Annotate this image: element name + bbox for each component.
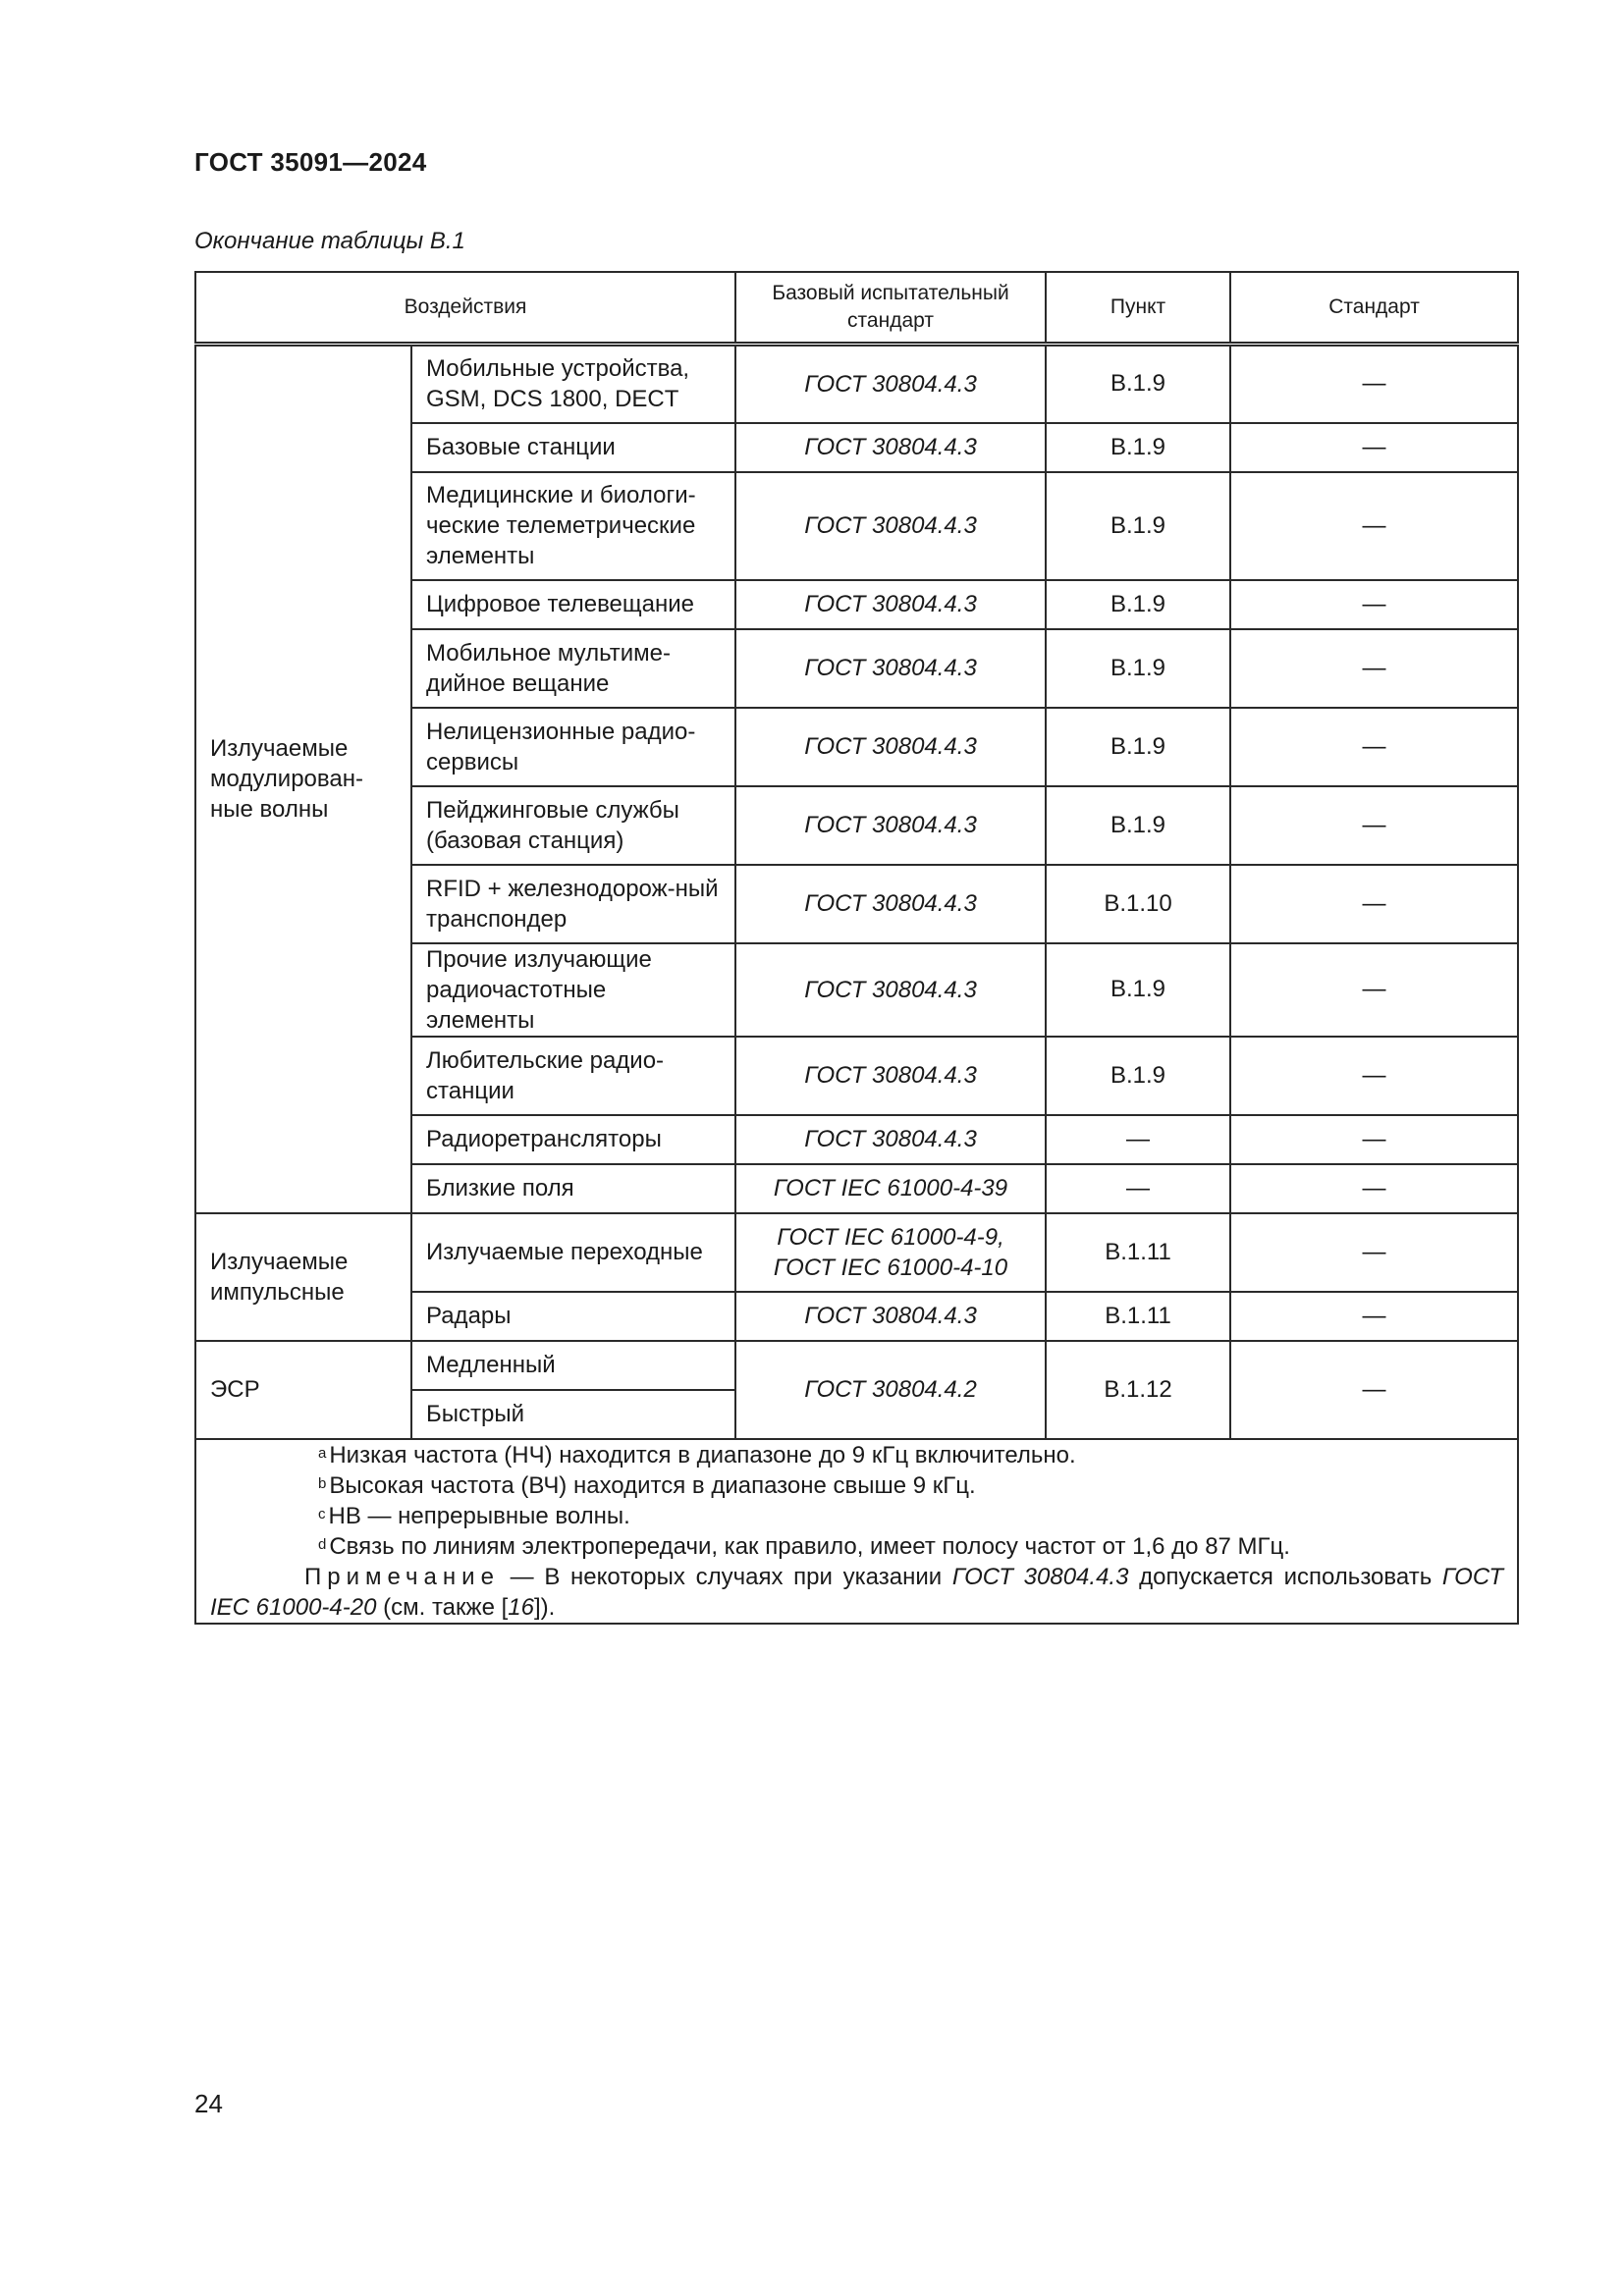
footnote-mark: b: [318, 1474, 327, 1492]
header-standard: Стандарт: [1230, 272, 1518, 345]
header-base-standard: Базовый испытательный стандарт: [735, 272, 1046, 345]
footnote-text: НВ — непрерывные волны.: [328, 1502, 630, 1529]
base-standard-cell: ГОСТ 30804.4.3: [735, 1292, 1046, 1341]
item-cell: Мобильные устройства, GSM, DCS 1800, DECT: [411, 345, 735, 423]
standard-cell: —: [1230, 1341, 1518, 1439]
base-standard-cell: ГОСТ IEC 61000-4-39: [735, 1164, 1046, 1213]
footnotes-cell: [195, 1439, 1518, 1624]
clause-cell: В.1.12: [1046, 1341, 1230, 1439]
standard-cell: —: [1230, 1164, 1518, 1213]
footnote-text: Связь по линиям электропередачи, как правило, имеет полосу частот от 1,6 до 87 МГц.: [329, 1532, 1290, 1560]
footnote-mark: d: [318, 1535, 327, 1553]
group-label: Излучаемые модулирован-ные волны: [195, 345, 411, 1213]
clause-cell: В.1.9: [1046, 629, 1230, 708]
clause-cell: В.1.9: [1046, 423, 1230, 472]
clause-cell: В.1.9: [1046, 345, 1230, 423]
base-standard-cell: ГОСТ 30804.4.3: [735, 345, 1046, 423]
footnote-text: Низкая частота (НЧ) находится в диапазоне до 9 кГц включительно.: [329, 1441, 1076, 1468]
table-caption: Окончание таблицы В.1: [194, 228, 465, 254]
standard-cell: —: [1230, 580, 1518, 629]
footnote: [210, 1531, 1503, 1562]
table-row: [195, 345, 1518, 423]
base-standard-cell: ГОСТ 30804.4.3: [735, 423, 1046, 472]
standard-cell: —: [1230, 943, 1518, 1037]
table-header-row: [195, 272, 1518, 345]
note-ref: ГОСТ IEC 61000-4-20: [210, 1563, 1504, 1621]
standard-cell: —: [1230, 629, 1518, 708]
standard-cell: —: [1230, 423, 1518, 472]
clause-cell: В.1.9: [1046, 1037, 1230, 1115]
clause-cell: В.1.9: [1046, 580, 1230, 629]
footnote: [210, 1501, 1503, 1531]
footnote: [210, 1440, 1503, 1470]
header-clause: Пункт: [1046, 272, 1230, 345]
item-cell: RFID + железнодорож-ный транспондер: [411, 865, 735, 943]
item-cell: Медицинские и биологи-ческие телеметрические элементы: [411, 472, 735, 580]
note-ref: ГОСТ 30804.4.3: [951, 1563, 1129, 1590]
group-label: Излучаемые импульсные: [195, 1213, 411, 1341]
footnote-mark: c: [318, 1505, 326, 1522]
item-cell: Прочие излучающие радиочастотные элементы: [411, 943, 735, 1037]
note-text: допускается использовать: [1128, 1563, 1442, 1590]
clause-cell: В.1.11: [1046, 1213, 1230, 1292]
base-standard-cell: ГОСТ 30804.4.3: [735, 580, 1046, 629]
item-cell: Базовые станции: [411, 423, 735, 472]
base-standard-cell: ГОСТ 30804.4.3: [735, 786, 1046, 865]
item-cell: Пейджинговые службы (базовая станция): [411, 786, 735, 865]
item-cell: Цифровое телевещание: [411, 580, 735, 629]
base-standard-cell: ГОСТ 30804.4.3: [735, 943, 1046, 1037]
item-cell: Нелицензионные радио-сервисы: [411, 708, 735, 786]
table-note: [210, 1562, 1503, 1623]
base-standard-cell: ГОСТ 30804.4.3: [735, 1115, 1046, 1164]
standard-cell: —: [1230, 1213, 1518, 1292]
header-effects: Воздействия: [195, 272, 735, 345]
base-standard-cell: ГОСТ 30804.4.3: [735, 708, 1046, 786]
note-text: ]).: [533, 1593, 556, 1621]
item-cell: Радары: [411, 1292, 735, 1341]
base-standard-cell: ГОСТ IEC 61000-4-9, ГОСТ IEC 61000-4-10: [735, 1213, 1046, 1292]
clause-cell: В.1.10: [1046, 865, 1230, 943]
emc-table: [194, 271, 1519, 1625]
standard-cell: —: [1230, 472, 1518, 580]
table-row: [195, 1213, 1518, 1292]
clause-cell: В.1.9: [1046, 786, 1230, 865]
standard-cell: —: [1230, 1037, 1518, 1115]
item-cell: Близкие поля: [411, 1164, 735, 1213]
group-label: ЭСР: [195, 1341, 411, 1439]
page-number: 24: [194, 2089, 223, 2118]
clause-cell: —: [1046, 1164, 1230, 1213]
base-standard-cell: ГОСТ 30804.4.3: [735, 629, 1046, 708]
standard-cell: —: [1230, 865, 1518, 943]
note-text: — В некоторых случаях при указании: [499, 1563, 952, 1590]
footnote: [210, 1470, 1503, 1501]
clause-cell: В.1.11: [1046, 1292, 1230, 1341]
document-header: ГОСТ 35091—2024: [194, 147, 427, 177]
clause-cell: В.1.9: [1046, 708, 1230, 786]
table-row: [195, 1341, 1518, 1390]
standard-cell: —: [1230, 708, 1518, 786]
standard-cell: —: [1230, 1115, 1518, 1164]
note-label: Примечание: [304, 1563, 500, 1590]
item-cell: Быстрый: [411, 1390, 735, 1439]
base-standard-cell: ГОСТ 30804.4.3: [735, 472, 1046, 580]
clause-cell: В.1.9: [1046, 472, 1230, 580]
note-text: (см. также [: [376, 1593, 509, 1621]
item-cell: Излучаемые переходные: [411, 1213, 735, 1292]
footnotes-row: [195, 1439, 1518, 1624]
footnote-mark: a: [318, 1444, 327, 1462]
standard-cell: —: [1230, 786, 1518, 865]
base-standard-cell: ГОСТ 30804.4.3: [735, 1037, 1046, 1115]
clause-cell: В.1.9: [1046, 943, 1230, 1037]
standard-cell: —: [1230, 1292, 1518, 1341]
standard-cell: —: [1230, 345, 1518, 423]
item-cell: Мобильное мультиме-дийное вещание: [411, 629, 735, 708]
item-cell: Любительские радио-станции: [411, 1037, 735, 1115]
footnote-text: Высокая частота (ВЧ) находится в диапазоне свыше 9 кГц.: [329, 1471, 976, 1499]
clause-cell: —: [1046, 1115, 1230, 1164]
base-standard-cell: ГОСТ 30804.4.2: [735, 1341, 1046, 1439]
item-cell: Медленный: [411, 1341, 735, 1390]
note-ref: 16: [508, 1593, 534, 1621]
base-standard-cell: ГОСТ 30804.4.3: [735, 865, 1046, 943]
item-cell: Радиоретрансляторы: [411, 1115, 735, 1164]
